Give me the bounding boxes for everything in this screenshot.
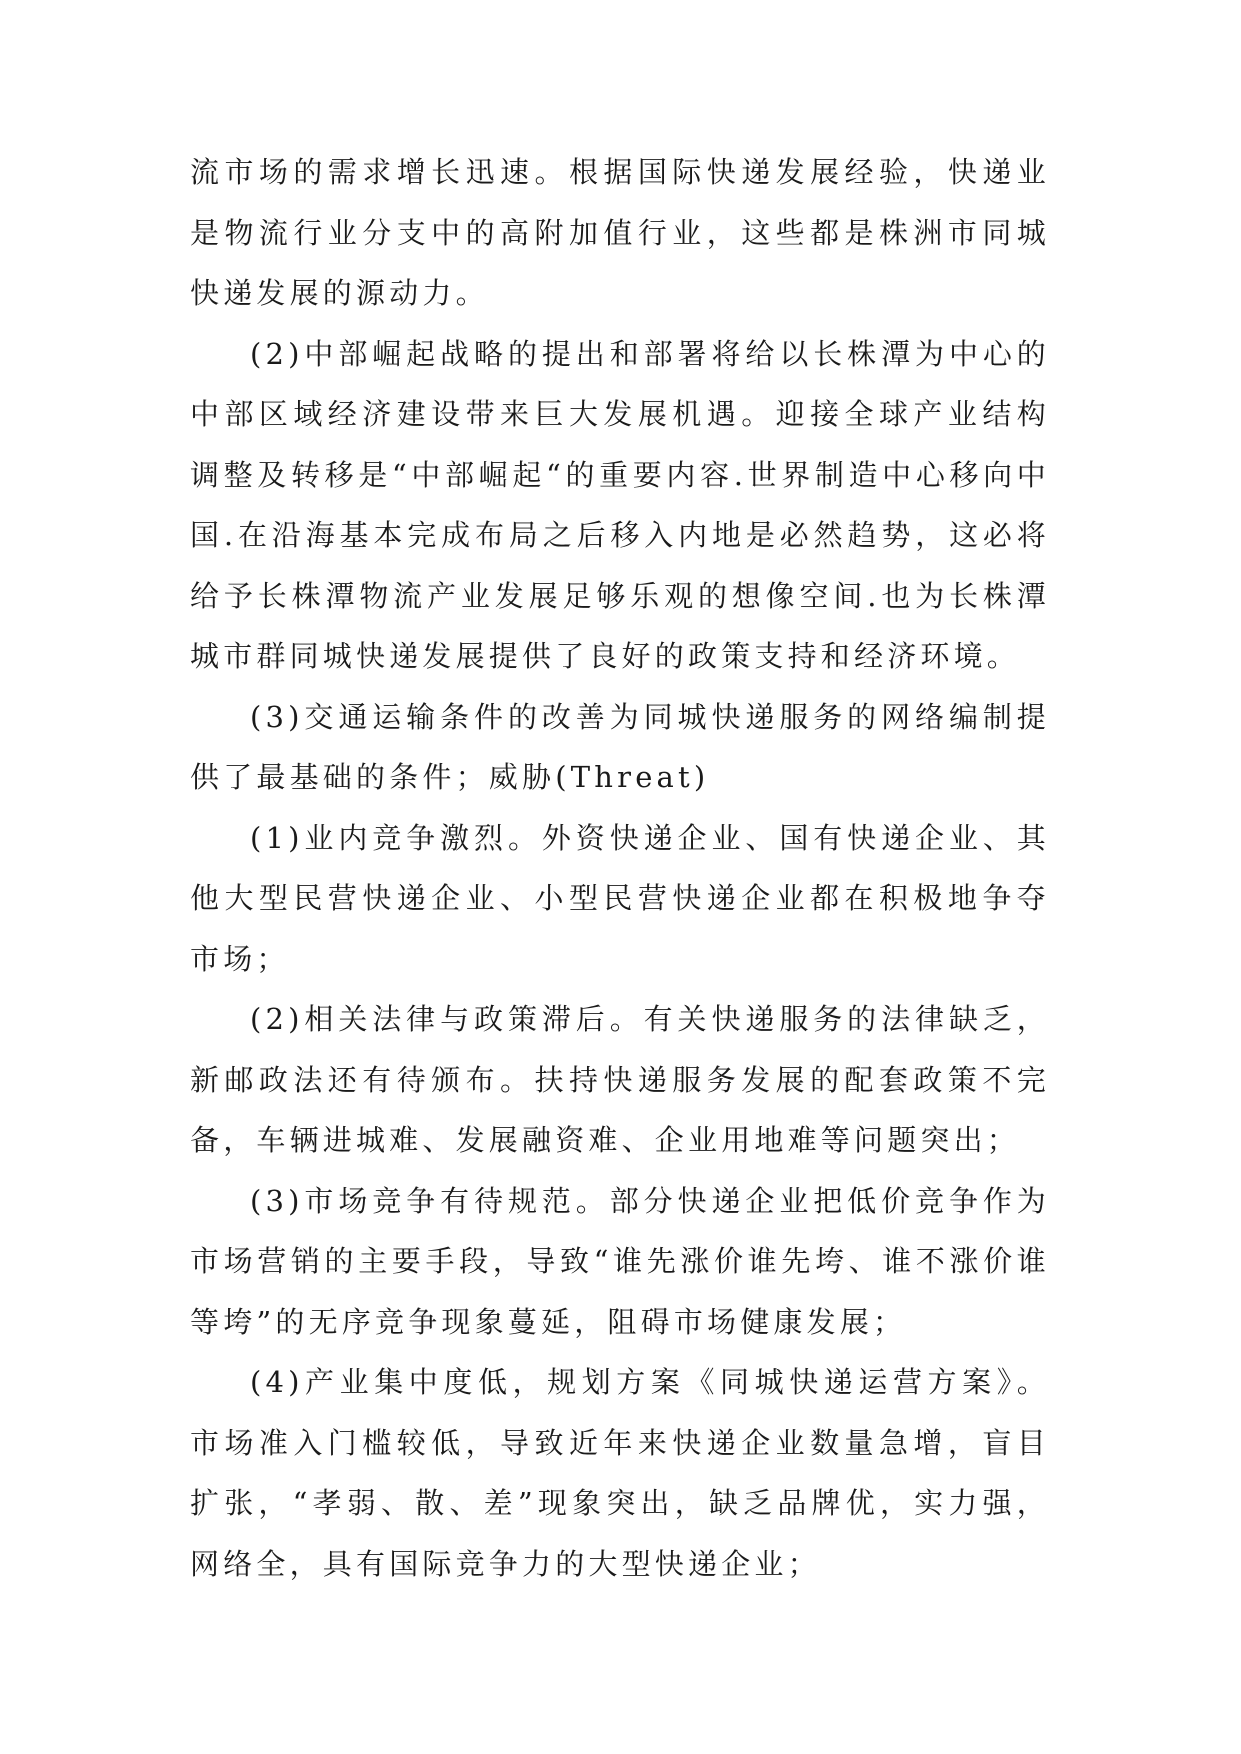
paragraph-threat-1: (1)业内竞争激烈。外资快递企业、国有快递企业、其他大型民营快递企业、小型民营快递企业都在积极地争夺市场； [190, 820, 1050, 976]
paragraph-threat-3: (3)市场竞争有待规范。部分快递企业把低价竞争作为市场营销的主要手段，导致“谁先涨价谁先垮、谁不涨价谁等垮”的无序竞争现象蔓延，阻碍市场健康发展； [190, 1183, 1050, 1339]
document-body [190, 142, 1050, 1594]
paragraph-threat-2: (2)相关法律与政策滞后。有关快递服务的法律缺乏，新邮政法还有待颁布。扶持快递服务发展的配套政策不完备，车辆进城难、发展融资难、企业用地难等问题突出； [190, 1002, 1050, 1157]
paragraph-continuation: 流市场的需求增长迅速。根据国际快递发展经验，快递业是物流行业分支中的高附加值行业，这些都是株洲市同城快递发展的源动力。 [190, 155, 1050, 310]
paragraph-opportunity-3: (3)交通运输条件的改善为同城快递服务的网络编制提供了最基础的条件；威胁(Threat) [190, 699, 1050, 794]
paragraph-threat-4: (4)产业集中度低，规划方案《同城快递运营方案》。市场准入门槛较低，导致近年来快递企业数量急增，盲目扩张，“孝弱、散、差”现象突出，缺乏品牌优，实力强，网络全，具有国际竞争力的大型快递企业； [190, 1365, 1050, 1581]
paragraph-opportunity-2: (2)中部崛起战略的提出和部署将给以长株潭为中心的中部区域经济建设带来巨大发展机遇。迎接全球产业结构调整及转移是“中部崛起“的重要内容.世界制造中心移向中国.在沿海基本完成布局之后移入内地是必然趋势，这必将给予长株潭物流产业发展足够乐观的想像空间.也为长株潭城市群同城快递发展提供了良好的政策支持和经济环境。 [190, 336, 1050, 673]
